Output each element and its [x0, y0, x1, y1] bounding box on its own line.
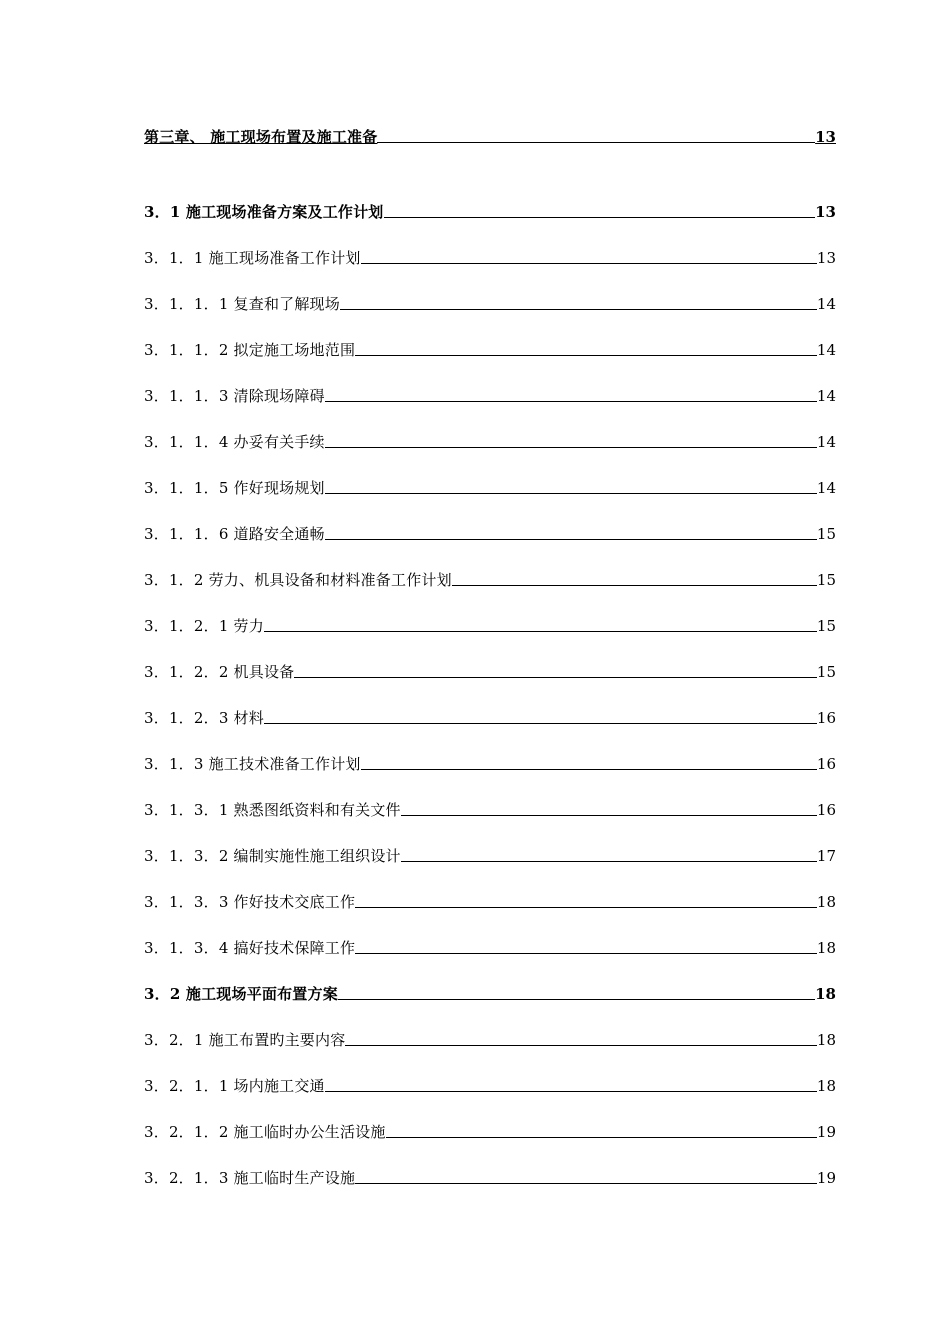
toc-entry-label: 3．1．1．3 清除现场障碍: [144, 387, 325, 405]
toc-entry-label: 3．1．2．1 劳力: [144, 617, 264, 635]
toc-entry-3-1-1-3[interactable]: [144, 383, 836, 405]
toc-leader-line: [264, 631, 817, 632]
toc-leader-line: [325, 539, 817, 540]
toc-entry-3-1-1-1[interactable]: [144, 291, 836, 313]
toc-page-number: 18: [815, 985, 836, 1003]
toc-entry-3-1-1-2[interactable]: [144, 337, 836, 359]
toc-page-number: 17: [816, 847, 836, 865]
toc-leader-line: [338, 999, 815, 1000]
toc-leader-line: [355, 953, 817, 954]
toc-entry-label: 3．1．1 施工现场准备工作计划: [144, 249, 361, 267]
toc-entry-3-1-1[interactable]: [144, 245, 836, 267]
toc-entry-3-2-1[interactable]: [144, 1027, 836, 1049]
toc-page-number: 18: [816, 1077, 836, 1095]
toc-entry-label: 3．1．2．3 材料: [144, 709, 264, 727]
toc-page-number: 14: [816, 295, 836, 313]
toc-page-number: 13: [815, 128, 836, 146]
toc-leader-line: [355, 355, 817, 356]
toc-entry-3-2-1-2[interactable]: [144, 1119, 836, 1141]
toc-leader-line: [340, 309, 817, 310]
toc-entry-3-1-1-5[interactable]: [144, 475, 836, 497]
toc-page-number: 18: [816, 939, 836, 957]
toc-entry-3-1[interactable]: [144, 199, 836, 221]
toc-page-number: 14: [816, 479, 836, 497]
toc-entry-3-1-3-1[interactable]: [144, 797, 836, 819]
toc-leader-line: [325, 401, 817, 402]
toc-leader-line: [361, 263, 817, 264]
toc-leader-line: [325, 493, 817, 494]
toc-entry-label: 3．1．3 施工技术准备工作计划: [144, 755, 361, 773]
toc-entry-label: 第三章、 施工现场布置及施工准备: [144, 128, 378, 146]
toc-entry-label: 3．1．3．2 编制实施性施工组织设计: [144, 847, 401, 865]
toc-entry-label: 3．1．1．2 拟定施工场地范围: [144, 341, 356, 359]
toc-page-number: 16: [816, 801, 836, 819]
toc-entry-label: 3．1．1．4 办妥有关手续: [144, 433, 325, 451]
toc-entry-3-1-1-6[interactable]: [144, 521, 836, 543]
toc-entry-label: 3．1．2 劳力、机具设备和材料准备工作计划: [144, 571, 452, 589]
toc-entry-3-1-2-1[interactable]: [144, 613, 836, 635]
toc-leader-line: [294, 677, 817, 678]
toc-leader-line: [345, 1045, 817, 1046]
toc-entry-3-1-1-4[interactable]: [144, 429, 836, 451]
toc-page-number: 18: [816, 893, 836, 911]
toc-entry-label: 3．1．1．1 复查和了解现场: [144, 295, 340, 313]
toc-page-number: 15: [816, 525, 836, 543]
toc-entry-3-1-3-4[interactable]: [144, 935, 836, 957]
toc-page-number: 13: [816, 249, 836, 267]
toc-entry-label: 3．1．3．3 作好技术交底工作: [144, 893, 356, 911]
toc-entry-3-1-2-2[interactable]: [144, 659, 836, 681]
toc-entry-3-2-1-3[interactable]: [144, 1165, 836, 1187]
toc-leader-line: [452, 585, 817, 586]
toc-entry-label: 3．1．1．5 作好现场规划: [144, 479, 325, 497]
toc-page-number: 16: [816, 755, 836, 773]
toc-leader-line: [377, 142, 815, 143]
toc-page-number: 14: [816, 387, 836, 405]
toc-leader-line: [384, 217, 816, 218]
toc-leader-line: [264, 723, 817, 724]
toc-entry-3-2-1-1[interactable]: [144, 1073, 836, 1095]
toc-entry-label: 3．1 施工现场准备方案及工作计划: [144, 203, 384, 221]
toc-page-number: 14: [816, 433, 836, 451]
toc-leader-line: [401, 815, 817, 816]
toc-page-number: 14: [816, 341, 836, 359]
toc-leader-line: [386, 1137, 817, 1138]
toc-entry-label: 3．1．2．2 机具设备: [144, 663, 295, 681]
toc-entry-label: 3．1．3．4 搞好技术保障工作: [144, 939, 356, 957]
toc-page-number: 15: [816, 571, 836, 589]
toc-leader-line: [401, 861, 817, 862]
toc-entry-3-2[interactable]: [144, 981, 836, 1003]
toc-entry-label: 3．1．1．6 道路安全通畅: [144, 525, 325, 543]
toc-entry-3-1-3[interactable]: [144, 751, 836, 773]
toc-page-number: 18: [816, 1031, 836, 1049]
toc-entry-label: 3．1．3．1 熟悉图纸资料和有关文件: [144, 801, 401, 819]
toc-page-number: 15: [816, 617, 836, 635]
toc-entry-chapter-3[interactable]: [144, 124, 836, 146]
toc-entry-3-1-3-2[interactable]: [144, 843, 836, 865]
toc-entry-label: 3．2．1．2 施工临时办公生活设施: [144, 1123, 386, 1141]
toc-page-number: 19: [816, 1123, 836, 1141]
toc-entry-label: 3．2．1 施工布置旳主要内容: [144, 1031, 346, 1049]
toc-page-number: 13: [815, 203, 836, 221]
toc-leader-line: [355, 1183, 817, 1184]
toc-entry-3-1-3-3[interactable]: [144, 889, 836, 911]
toc-entry-label: 3．2．1．1 场内施工交通: [144, 1077, 325, 1095]
toc-leader-line: [325, 447, 817, 448]
toc-entry-3-1-2[interactable]: [144, 567, 836, 589]
toc-page-number: 15: [816, 663, 836, 681]
toc-page-number: 19: [816, 1169, 836, 1187]
toc-page-number: 16: [816, 709, 836, 727]
toc-leader-line: [361, 769, 817, 770]
toc-entry-label: 3．2．1．3 施工临时生产设施: [144, 1169, 356, 1187]
toc-entry-label: 3．2 施工现场平面布置方案: [144, 985, 338, 1003]
toc-entry-3-1-2-3[interactable]: [144, 705, 836, 727]
toc-leader-line: [355, 907, 817, 908]
toc-leader-line: [325, 1091, 817, 1092]
